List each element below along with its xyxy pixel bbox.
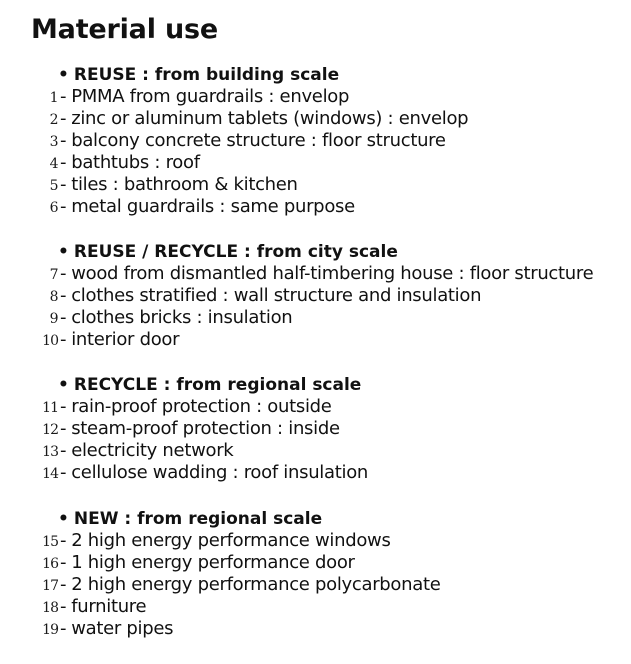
item-number: 14 [42, 466, 58, 482]
item-text: cellulose wadding : roof insulation [71, 462, 369, 483]
item-number: 5 [49, 178, 58, 194]
item-number: 15 [42, 534, 58, 550]
item-number: 4 [49, 156, 58, 172]
list-item: 7 - wood from dismantled half-timbering house : floor structure [0, 263, 631, 285]
list-item: 18 - furniture [0, 596, 631, 618]
item-text: 2 high energy performance windows [71, 530, 391, 551]
item-number: 11 [42, 400, 58, 416]
item-number: 9 [49, 311, 58, 327]
item-text: bathtubs : roof [71, 152, 200, 173]
section-heading-text: REUSE : from building scale [73, 65, 340, 85]
item-number: 3 [49, 134, 58, 150]
section-heading [58, 374, 631, 396]
list-item: 14 - cellulose wadding : roof insulation [0, 462, 631, 484]
item-text: furniture [71, 596, 147, 617]
list-item: 4 - bathtubs : roof [0, 152, 631, 174]
list-item: 13 - electricity network [0, 440, 631, 462]
item-number: 2 [49, 112, 58, 128]
list-item: 11 - rain-proof protection : outside [0, 396, 631, 418]
list-item: 1 - PMMA from guardrails : envelop [0, 86, 631, 108]
item-number: 17 [42, 578, 58, 594]
list-item: 3 - balcony concrete structure : floor structure [0, 130, 631, 152]
item-number: 18 [42, 600, 58, 616]
list-item: 9 - clothes bricks : insulation [0, 307, 631, 329]
bullet-icon: • [58, 242, 69, 262]
item-text: 1 high energy performance door [71, 552, 355, 573]
item-number: 13 [42, 444, 58, 460]
list-item: 5 - tiles : bathroom & kitchen [0, 174, 631, 196]
item-text: rain-proof protection : outside [71, 396, 332, 417]
item-number: 8 [49, 289, 58, 305]
list-item: 17 - 2 high energy performance polycarbonate [0, 574, 631, 596]
list-item: 12 - steam-proof protection : inside [0, 418, 631, 440]
item-text: metal guardrails : same purpose [71, 196, 355, 217]
section-heading-text: RECYCLE : from regional scale [73, 375, 362, 395]
item-number: 7 [49, 267, 58, 283]
list-item: 10 - interior door [0, 329, 631, 351]
list-item: 16 - 1 high energy performance door [0, 552, 631, 574]
item-text: steam-proof protection : inside [71, 418, 340, 439]
list-item: 8 - clothes stratified : wall structure and insulation [0, 285, 631, 307]
item-text: wood from dismantled half-timbering house : floor structure [71, 263, 594, 284]
section-heading [58, 241, 631, 263]
item-text: zinc or aluminum tablets (windows) : envelop [71, 108, 469, 129]
section-heading-text: REUSE / RECYCLE : from city scale [73, 242, 398, 262]
section-reuse-building [0, 64, 631, 218]
item-number: 1 [49, 90, 58, 106]
bullet-icon: • [58, 65, 69, 85]
section-heading [58, 64, 631, 86]
list-item: 6 - metal guardrails : same purpose [0, 196, 631, 218]
section-recycle-regional [0, 374, 631, 484]
item-number: 19 [42, 622, 58, 638]
section-heading [58, 508, 631, 530]
item-text: tiles : bathroom & kitchen [71, 174, 298, 195]
bullet-icon: • [58, 375, 69, 395]
list-item: 2 - zinc or aluminum tablets (windows) : envelop [0, 108, 631, 130]
item-text: 2 high energy performance polycarbonate [71, 574, 441, 595]
item-text: clothes bricks : insulation [71, 307, 293, 328]
section-new-regional [0, 508, 631, 640]
item-number: 16 [42, 556, 58, 572]
page-title: Material use [31, 14, 218, 45]
section-heading-text: NEW : from regional scale [73, 509, 323, 529]
list-item: 15 - 2 high energy performance windows [0, 530, 631, 552]
item-text: water pipes [71, 618, 174, 639]
section-reuse-recycle-city [0, 241, 631, 351]
list-item: 19 - water pipes [0, 618, 631, 640]
item-text: balcony concrete structure : floor structure [71, 130, 446, 151]
item-text: clothes stratified : wall structure and insulation [71, 285, 482, 306]
item-number: 10 [42, 333, 58, 349]
item-text: electricity network [71, 440, 234, 461]
item-text: PMMA from guardrails : envelop [71, 86, 350, 107]
item-number: 12 [42, 422, 58, 438]
bullet-icon: • [58, 509, 69, 529]
item-number: 6 [49, 200, 58, 216]
item-text: interior door [71, 329, 180, 350]
